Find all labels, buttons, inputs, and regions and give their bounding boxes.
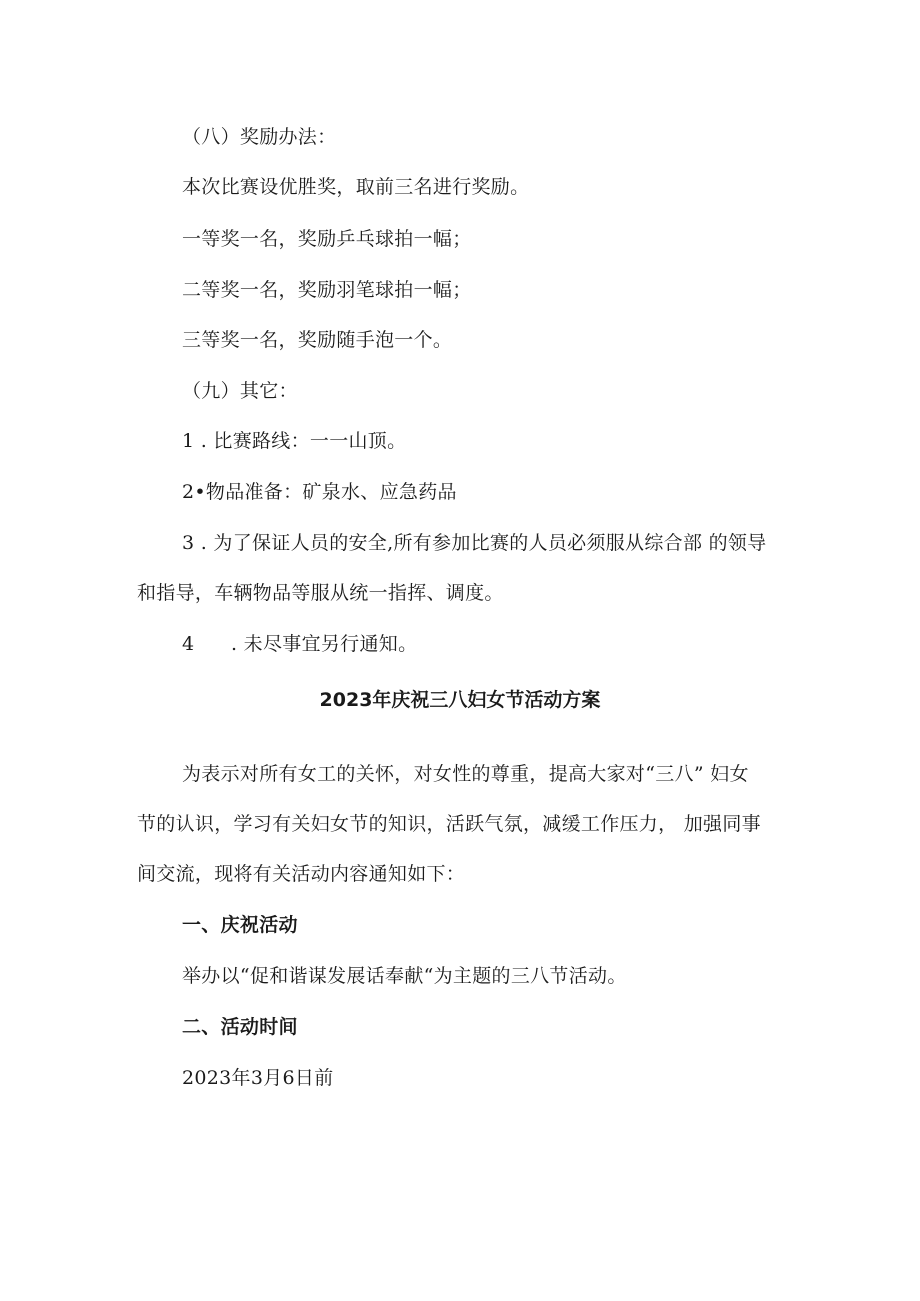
paragraph-second-prize: 二等奖一名，奖励羽笔球拍一幅；: [182, 279, 472, 301]
paragraph-celebration: 举办以“促和谐谋发展话奉献“为主题的三八节活动。: [182, 965, 627, 987]
section-heading-celebration: 一、庆祝活动: [182, 914, 298, 936]
intro-line-2: 节的认识，学习有关妇女节的知识，活跃气氛，减缓工作压力， 加强同事: [137, 813, 761, 835]
list-item-number-4: 4: [182, 633, 195, 655]
intro-line-3: 间交流，现将有关活动内容通知如下：: [137, 863, 466, 885]
paragraph-award-intro: 本次比赛设优胜奖，取前三名进行奖励。: [182, 176, 530, 198]
section-heading-time: 二、活动时间: [182, 1016, 298, 1038]
list-item-safety-line1: 3 . 为了保证人员的安全,所有参加比赛的人员必须服从综合部 的领导: [182, 532, 767, 554]
section-heading-9: （九）其它：: [182, 380, 298, 402]
list-item-route: 1 . 比赛路线：一一山顶。: [182, 430, 407, 452]
paragraph-first-prize: 一等奖一名，奖励乒乓球拍一幅；: [182, 228, 472, 250]
paragraph-time: 2023年3月6日前: [182, 1067, 334, 1089]
list-item-safety-line2: 和指导，车辆物品等服从统一指挥、调度。: [137, 582, 504, 604]
document-title: 2023年庆祝三八妇女节活动方案: [319, 689, 601, 711]
section-heading-8: （八）奖励办法：: [182, 126, 337, 148]
list-item-notice: . 未尽事宜另行通知。: [231, 633, 418, 655]
intro-line-1: 为表示对所有女工的关怀，对女性的尊重，提高大家对“三八” 妇女: [182, 763, 749, 785]
list-item-supplies: 2•物品准备：矿泉水、应急药品: [182, 481, 457, 503]
paragraph-third-prize: 三等奖一名，奖励随手泡一个。: [182, 329, 453, 351]
